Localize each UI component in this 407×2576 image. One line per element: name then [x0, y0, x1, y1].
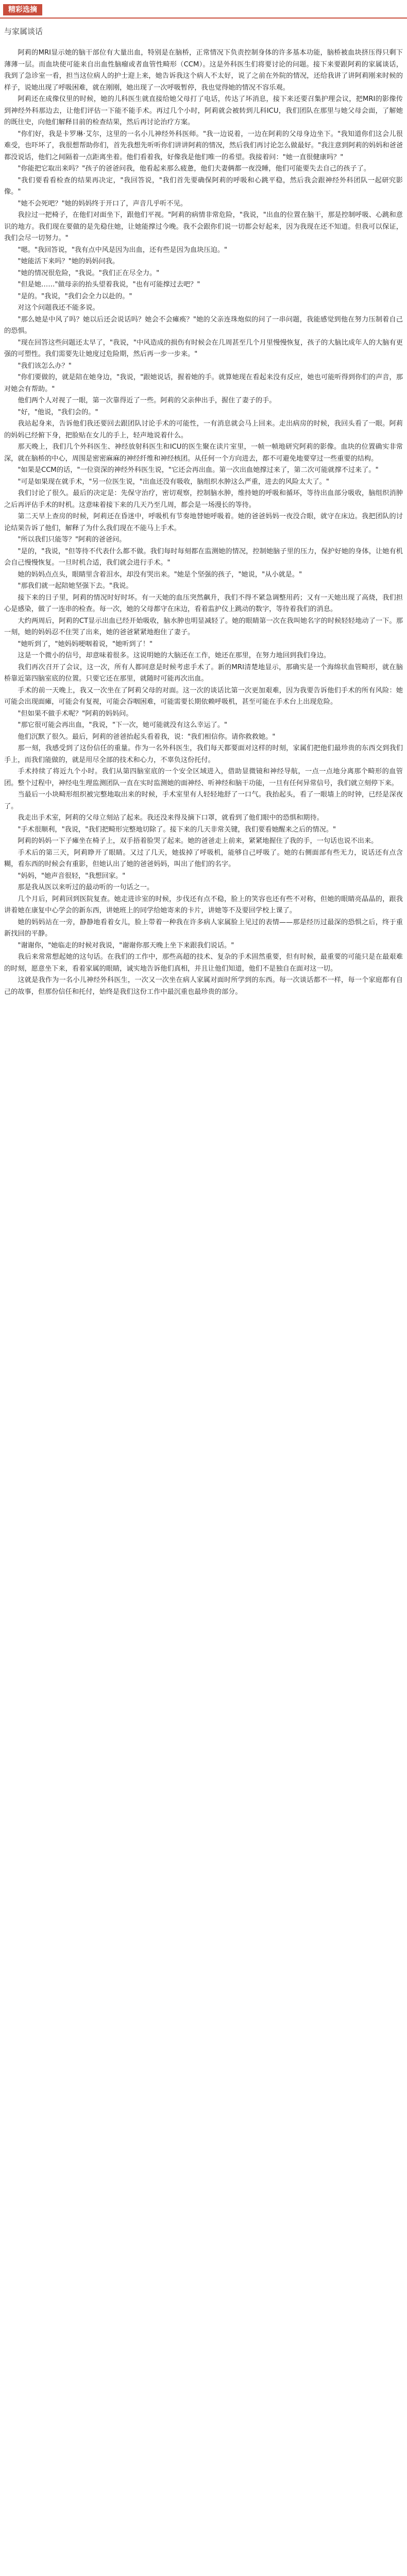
- article-subtitle: 与家属谈话: [4, 27, 43, 36]
- paragraph: "那它很可能会再出血，"我说，"下一次，她可能就没有这么幸运了。": [18, 721, 228, 729]
- paragraph: 阿莉还在成像仪里的时候，她的儿科医生就直接给她父母打了电话，传达了坏消息，接下来还要召集护理会议，把MRI的影像传到神经外科那边去，让他们评估一下能不能手术。再过几个小时，阿莉就会被转到儿科ICU，我们团队在那里与她父母会面，了解她的既往史，向他们解释目前的检查结果，然后再讨论治疗方案。: [4, 95, 403, 126]
- section-header: [0, 0, 407, 20]
- paragraph: "谢谢你，"她临走的时候对我说，"谢谢你那天晚上坐下来跟我们说话。": [18, 941, 234, 950]
- section-badge: 精彩选摘: [3, 4, 42, 15]
- paragraph: 我站起身来，告诉他们我还要回去跟团队讨论手术的可能性，一有消息就会马上回来。走出病房的时候，我回头看了一眼。阿莉的妈妈已经俯下身，把脸贴在女儿的手上，轻声地说着什么。: [4, 420, 403, 439]
- paragraph: "所以我们只能等？"阿莉的爸爸问。: [18, 536, 126, 544]
- paragraph: 这是一个微小的信号，却意味着很多。这说明她的大脑还在工作，她还在那里，在努力地回到我们身边。: [18, 652, 331, 659]
- paragraph: "妈妈，"她声音很轻，"我想回家。": [18, 872, 126, 880]
- paragraph: 他们两个人对视了一眼，第一次靠得近了一些。阿莉的父亲伸出手，握住了妻子的手。: [18, 397, 276, 404]
- paragraph: 那天晚上，我们几个外科医生、神经放射科医生和ICU的医生聚在读片室里，一帧一帧地研究阿莉的影像。血块的位置确实非常深，就在脑桥的中心，周围是密密麻麻的神经纤维和神经核团。从任何一个方向进去，都不可避免地要穿过一些重要的结构。: [4, 443, 403, 463]
- paragraph: 我走出手术室，阿莉的父母立刻站了起来。我还没来得及摘下口罩，就看到了他们眼中的恐惧和期待。: [18, 814, 324, 822]
- paragraph: "现在回答这些问题还太早了，"我说，"中风造成的损伤有时候会在几周甚至几个月里慢慢恢复，孩子的大脑比成年人的大脑有更强的可塑性。我们需要先让她度过危险期，然后再一步一步来。": [4, 338, 403, 358]
- paragraph: 我拉过一把椅子，在他们对面坐下，跟他们平视。"阿莉的病情非常危险，"我说，"出血的位置在脑干，那是控制呼吸、心跳和意识的地方。我们现在要做的是先稳住她，让她能撑过今晚。我不会跟你们说一切都会好起来，因为我现在还不知道。但我可以保证，我们会尽一切努力。": [4, 211, 403, 242]
- paragraph: "我们要看看检查的结果再决定，"我回答说，"我们首先要确保阿莉的呼吸和心跳平稳，然后我会跟神经外科团队一起研究影像。": [4, 176, 403, 196]
- paragraph: "好，"他说，"我们会的。": [18, 408, 98, 416]
- paragraph: 几个月后，阿莉回到医院复查。她走进诊室的时候，步伐还有点不稳，脸上的笑容也还有些不对称，但她的眼睛亮晶晶的，跟我讲着她在康复中心学会的新东西，讲她班上的同学给她寄来的卡片，讲她等不及要回学校上课了。: [4, 895, 403, 914]
- paragraph: "你能把它取出来吗？"孩子的爸爸问我，他看起来那么疲惫，他们夫妻俩都一夜没睡，他们可能要失去自己的孩子了。: [18, 165, 371, 173]
- paragraph: 大约两周后，阿莉的CT显示出血已经开始吸收，脑水肿也明显减轻了。她的眼睛第一次在我叫她名字的时候轻轻地动了一下。那一刻，她的妈妈忍不住哭了出来，她的爸爸紧紧地抱住了妻子。: [4, 617, 403, 636]
- paragraph: "我们该怎么办？": [18, 362, 72, 370]
- paragraph: "你们好，我是卡罗琳·艾尔，这里的一名小儿神经外科医师。"我一边说着，一边在阿莉的父母身边坐下。"我知道你们这会儿很难受，也吓坏了，我很想帮助你们，首先我想先听听你们讲讲阿莉的情况，然后我们再讨论怎么做最好。"我注意到阿莉的妈妈和爸爸都没说话，他们之间隔着一点距离坐着。他们看着我，好像我是他们唯一的希望。我接着问："她一直很健康吗？": [4, 130, 403, 161]
- paragraph: 对这个问题我还不能多说。: [18, 304, 99, 312]
- paragraph: 手术后的第三天，阿莉睁开了眼睛。又过了几天，她拔掉了呼吸机，能够自己呼吸了。她的右侧面部有些无力，说话还有点含糊，看东西的时候会有重影，但她认出了她的爸爸妈妈，叫出了他们的名字。: [4, 849, 403, 868]
- paragraph: "是的。"我说，"我们会全力以赴的。": [18, 292, 132, 300]
- paragraph: "她的情况很危险，"我说。"我们正在尽全力。": [18, 269, 160, 277]
- paragraph: "是的，"我说，"但等待不代表什么都不做。我们每时每刻都在监测她的情况，控制她脑子里的压力，保护好她的身体，让她有机会自己慢慢恢复。一旦时机合适，我们就会进行手术。": [4, 547, 403, 567]
- paragraph: 那是我从医以来听过的最动听的一句话之一。: [18, 884, 154, 891]
- paragraph: "但是她……"做母亲的抬头望着我说，"也有可能撑过去吧？": [18, 281, 200, 289]
- paragraph: 手术的前一天晚上，我又一次坐在了阿莉父母的对面。这一次的谈话比第一次更加艰难，因为我要告诉他们手术的所有风险：她可能会出现面瘫，可能会有复视，可能会吞咽困难，可能需要长期依赖呼吸机，甚至可能在手术台上出现危险。: [4, 686, 403, 706]
- paragraph: 手术持续了将近九个小时。我们从第四脑室底的一个安全区域进入，借助显微镜和神经导航，一点一点地分离那个畸形的血管团。整个过程中，神经电生理监测团队一直在实时监测她的面神经、听神经和脑干功能，一旦有任何异常信号，我们就立刻停下来。: [4, 768, 403, 787]
- paragraph: "你们要做的，就是陪在她身边，"我说，"跟她说话，握着她的手。就算她现在看起来没有反应，她也可能听得到你们的声音，那对她会有帮助。": [4, 374, 403, 393]
- paragraph: 我们再次召开了会议，这一次，所有人都同意是时候考虑手术了。新的MRI清楚地显示，那确实是一个海绵状血管畸形，就在脑桥靠近第四脑室底的位置。只要它还在那里，就随时可能再次出血。: [4, 663, 403, 683]
- paragraph: 她的妈妈站在一旁，静静地看着女儿，脸上带着一种我在许多病人家属脸上见过的表情——那是经历过最深的恐惧之后，终于重新找回的平静。: [4, 918, 403, 938]
- paragraph: 我们讨论了很久。最后的决定是：先保守治疗，密切观察，控制脑水肿，维持她的呼吸和循环，等待出血部分吸收，脑组织消肿之后再评估手术的时机。这意味着接下来的几天乃至几周，都会是一场漫长的等待。: [4, 489, 403, 509]
- paragraph: "那我们就一起陪她坚强下去。"我说。: [18, 582, 133, 590]
- paragraph: "那么她是中风了吗？她以后还会说话吗？她会不会瘫痪？"她的父亲连珠炮似的问了一串问题，我能感觉到他在努力压制着自己的恐惧。: [4, 315, 403, 335]
- paragraph: 接下来的日子里，阿莉的情况时好时坏。有一天她的血压突然飙升，我们不得不紧急调整用药；又有一天她出现了高烧，我们担心是感染，做了一连串的检查。每一次，她的父母都守在床边，看着监护仪上跳动的数字，等待着我们的消息。: [4, 594, 403, 613]
- paragraph: 那一刻，我感受到了这份信任的重量。作为一名外科医生，我们每天都要面对这样的时刻，家属们把他们最珍贵的东西交到我们手上，而我们能做的，就是用尽全部的技术和心力，不辜负这份托付。: [4, 744, 403, 764]
- paragraph: 阿莉的妈妈一下子瘫坐在椅子上，双手捂着脸哭了起来。她的爸爸走上前来，紧紧地握住了我的手，一句话也说不出来。: [18, 837, 378, 845]
- paragraph: 他们沉默了很久。最后，阿莉的爸爸抬起头看着我，说："我们相信你。请你救救她。": [18, 733, 276, 741]
- paragraph: 她的妈妈点点头，眼睛里含着泪水，却没有哭出来。"她是个坚强的孩子，"她说，"从小就是。": [18, 570, 302, 579]
- paragraph: 这就是我作为一名小儿神经外科医生，一次又一次坐在病人家属对面时所学到的东西。每一次谈话都不一样，每一个家庭都有自己的故事，但那份信任和托付，始终是我们这份工作中最沉重也最珍贵的部分。: [4, 976, 403, 996]
- paragraph: "她听到了，"她妈妈哽咽着说，"她听到了！": [18, 640, 153, 648]
- paragraph: "手术很顺利，"我说，"我们把畸形完整地切除了。接下来的几天非常关键，我们要看她醒来之后的情况。": [18, 825, 336, 834]
- paragraph: "嗯。"我回答说，"我有点中风是因为出血，还有些是因为血块压迫。": [18, 246, 228, 254]
- paragraph: "可是如果现在就手术，"另一位医生说，"出血还没有吸收，脑组织水肿这么严重，进去的风险太大了。": [18, 478, 329, 486]
- paragraph: 当最后一小块畸形组织被完整地取出来的时候，手术室里有人轻轻地舒了一口气。我抬起头，看了一眼墙上的时钟，已经是深夜了。: [4, 791, 403, 810]
- paragraph: "但如果不做手术呢？"阿莉的妈妈问。: [18, 709, 133, 718]
- paragraph: 第二天早上查房的时候，阿莉还在昏迷中，呼吸机有节奏地替她呼吸着。她的爸爸妈妈一夜没合眼，就守在床边。我把团队的讨论结果告诉了他们，解释了为什么我们现在不能马上手术。: [4, 513, 403, 532]
- paragraph: 阿莉的MRI显示她的脑干部位有大量出血，特别是在脑桥，正常情况下负责控制身体的许多基本功能，脑桥被血块挤压得只剩下薄薄一层。而血块使可能来自出血性脑瘤或者血管性畸形（CCM）。这是外科医生们将要讨论的问题。接下来要跟阿莉的家属谈话，我到了急诊室一看，担当这位病人的护士迎上来，她告诉我这个病人不太好，说了之前在外院的情况，还给我讲了讲阿莉刚来时候的样子，说她出现了呼吸困难，就在刚刚，她出现了一次呼吸暂停，我也觉得她的情况不容乐观。: [4, 49, 403, 92]
- paragraph: 我后来常常想起她的这句话。在我们的工作中，那些高超的技术、复杂的手术固然重要，但有时候，最重要的可能只是在最艰难的时刻，愿意坐下来，看着家属的眼睛，诚实地告诉他们真相，并且让他们知道，他们不是独自在面对这一切。: [4, 953, 403, 973]
- paragraph: "她能活下来吗？"她的妈妈问我。: [18, 258, 120, 265]
- paragraph: "如果是CCM的话，"一位资深的神经外科医生说，"它还会再出血。第一次出血她撑过来了，第二次可能就撑不过来了。": [18, 466, 379, 474]
- article-body: [4, 47, 403, 998]
- paragraph: "她不会死吧？"她的妈妈终于开口了，声音几乎听不见。: [18, 199, 188, 208]
- header-divider: [0, 18, 407, 19]
